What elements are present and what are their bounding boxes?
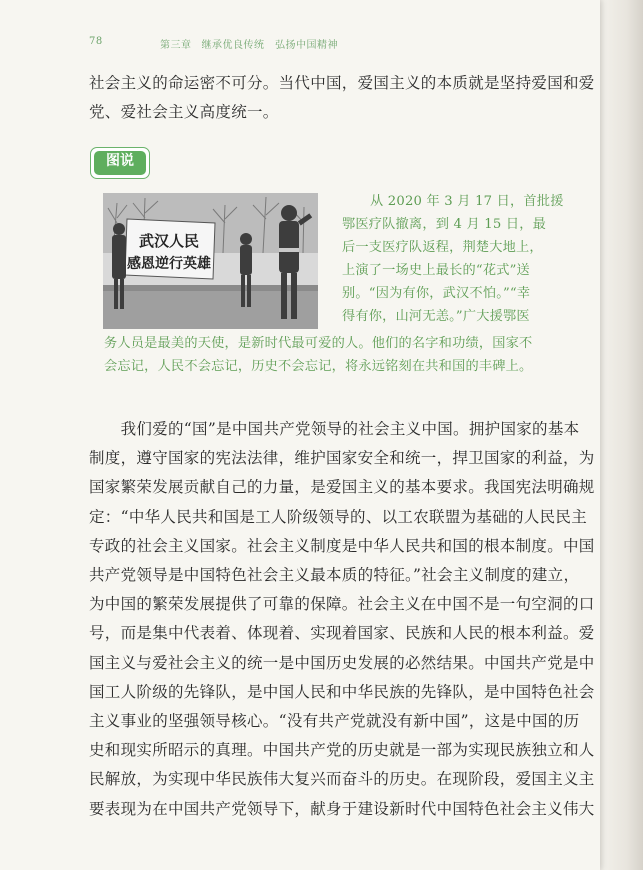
caption-line: 得有你，山河无恙。”广大援鄂医 — [342, 309, 530, 324]
text-line: 国工人阶级的先锋队，是中国人民和中华民族的先锋队，是中国特色社会 — [89, 682, 595, 701]
text-line: 制度，遵守国家的宪法法律，维护国家安全和统一，捍卫国家的利益，为 — [89, 449, 595, 468]
caption-line: 从 2020 年 3 月 17 日，首批援 — [370, 194, 564, 209]
text-line: 定：“中华人民共和国是工人阶级领导的、以工农联盟为基础的人民民主 — [89, 507, 588, 526]
banner — [125, 219, 215, 279]
text-line: 为中国的繁荣发展提供了可靠的保障。社会主义在中国不是一句空洞的口 — [89, 595, 595, 614]
banner-line-1: 武汉人民 — [138, 232, 200, 250]
text-line: 史和现实所昭示的真理。中国共产党的历史就是一部为实现民族独立和人 — [89, 741, 595, 760]
caption-line: 会忘记，人民不会忘记，历史不会忘记，将永远铭刻在共和国的丰碑上。 — [104, 359, 533, 374]
body-paragraph — [89, 415, 595, 824]
text-line: 社会主义的命运密不可分。当代中国，爱国主义的本质就是坚持爱国和爱 — [89, 74, 595, 92]
text-line: 共产党领导是中国特色社会主义最本质的特征。”社会主义制度的建立， — [89, 566, 580, 585]
text-line: 国家繁荣发展贡献自己的力量，是爱国主义的基本要求。我国宪法明确规 — [89, 478, 595, 497]
page-number: 78 — [89, 36, 103, 47]
caption-line: 别。“因为有你，武汉不怕。”“幸 — [342, 286, 531, 301]
text-line: 党、爱社会主义高度统一。 — [89, 103, 279, 122]
chapter-number: 第三章 — [160, 40, 192, 51]
caption-line: 鄂医疗队撤离，到 4 月 15 日，最 — [342, 217, 546, 232]
caption-badge-label: 图说 — [94, 151, 146, 175]
text-line: 主义事业的坚强领导核心。“没有共产党就没有新中国”，这是中国的历 — [89, 712, 580, 731]
caption-line: 务人员是最美的天使，是新时代最可爱的人。他们的名字和功绩，国家不 — [104, 336, 533, 351]
news-photo — [103, 193, 318, 329]
text-line: 民解放，为实现中华民族伟大复兴而奋斗的历史。在现阶段，爱国主义主 — [89, 770, 595, 789]
photo-illustration — [103, 193, 318, 329]
banner-line-2: 感恩逆行英雄 — [127, 256, 211, 272]
caption-line: 上演了一场史上最长的“花式”送 — [342, 263, 530, 278]
text-line: 号，而是集中代表着、体现着、实现着国家、民族和人民的根本利益。爱 — [89, 624, 595, 643]
chapter-title: 继承优良传统 弘扬中国精神 — [201, 40, 338, 51]
text-line: 我们爱的“国”是中国共产党领导的社会主义中国。拥护国家的基本 — [89, 420, 580, 438]
text-line: 国主义与爱社会主义的统一是中国历史发展的必然结果。中国共产党是中 — [89, 653, 595, 672]
caption-line: 后一支医疗队返程，荆楚大地上， — [342, 240, 543, 255]
chapter-heading — [160, 36, 338, 51]
intro-paragraph — [89, 69, 595, 127]
text-line: 要表现为在中国共产党领导下，献身于建设新时代中国特色社会主义伟大 — [89, 799, 595, 818]
caption-badge — [90, 147, 150, 179]
text-line: 专政的社会主义国家。社会主义制度是中华人民共和国的根本制度。中国 — [89, 536, 595, 555]
